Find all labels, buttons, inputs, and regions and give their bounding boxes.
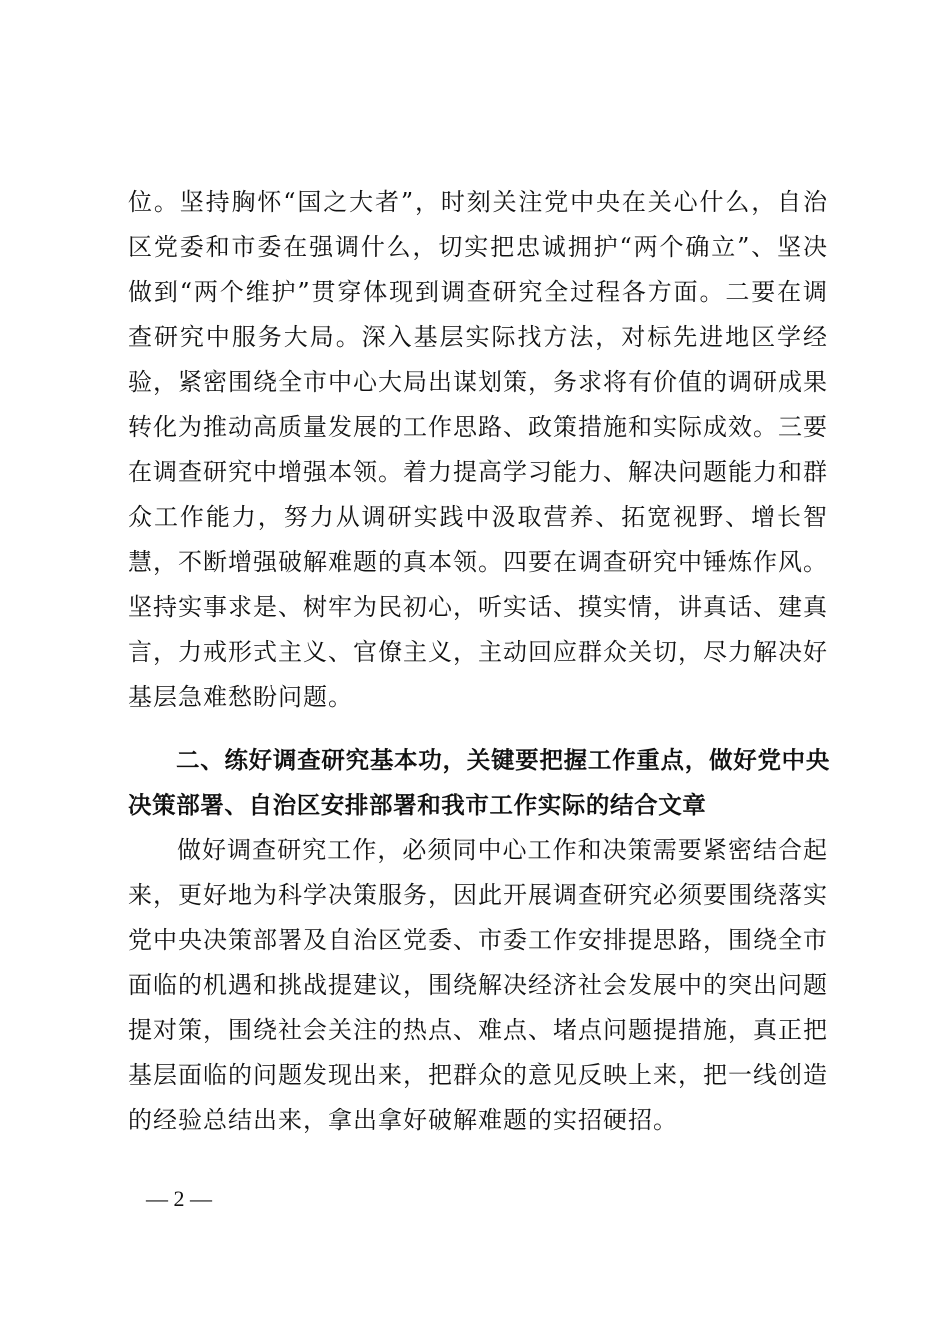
body-paragraph: 做好调查研究工作，必须同中心工作和决策需要紧密结合起来，更好地为科学决策服务，因此开展调查研究必须要围绕落实党中央决策部署及自治区党委、市委工作安排提思路，围绕全市面临的机遇和挑战提建议，围绕解决经济社会发展中的突出问题提对策，围绕社会关注的热点、难点、堵点问题提措施，真正把基层面临的问题发现出来，把群众的意见反映上来，把一线创造的经验总结出来，拿出拿好破解难题的实招硬招。 — [128, 836, 828, 1134]
page-number: — 2 — — [146, 1186, 212, 1211]
body-paragraph: 位。坚持胸怀“国之大者”，时刻关注党中央在关心什么，自治区党委和市委在强调什么，切实把忠诚拥护“两个确立”、坚决做到“两个维护”贯穿体现到调查研究全过程各方面。二要在调查研究中服务大局。深入基层实际找方法，对标先进地区学经验，紧密围绕全市中心大局出谋划策，务求将有价值的调研成果转化为推动高质量发展的工作思路、政策措施和实际成效。三要在调查研究中增强本领。着力提高学习能力、解决问题能力和群众工作能力，努力从调研实践中汲取营养、拓宽视野、增长智慧，不断增强破解难题的真本领。四要在调查研究中锤炼作风。坚持实事求是、树牢为民初心，听实话、摸实情，讲真话、建真言，力戒形式主义、官僚主义，主动回应群众关切，尽力解决好基层急难愁盼问题。 — [128, 188, 828, 711]
section-heading: 二、练好调查研究基本功，关键要把握工作重点，做好党中央决策部署、自治区安排部署和我市工作实际的结合文章 — [128, 746, 830, 819]
